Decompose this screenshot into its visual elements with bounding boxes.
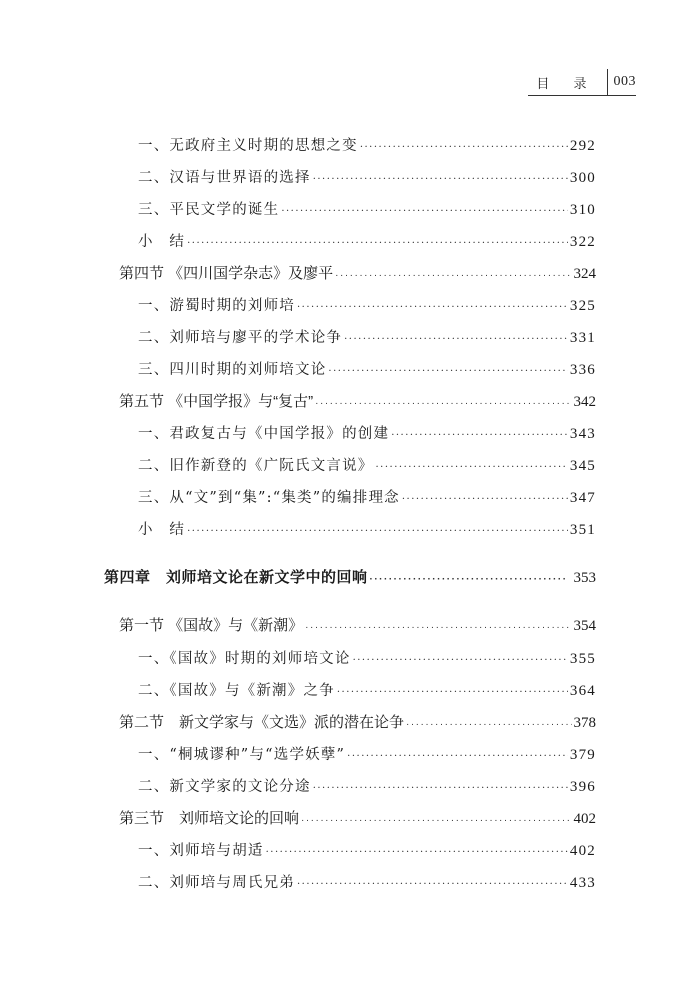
leader-dots bbox=[337, 687, 568, 698]
leader-dots bbox=[297, 879, 568, 890]
toc-entry-page: 354 bbox=[573, 618, 596, 634]
toc-entry-page: 378 bbox=[573, 715, 596, 731]
toc-entry[interactable] bbox=[138, 422, 596, 443]
toc-entry-page: 331 bbox=[569, 330, 596, 346]
header-rule bbox=[528, 95, 636, 96]
leader-dots bbox=[297, 302, 568, 313]
leader-dots bbox=[391, 430, 568, 441]
toc-entry-page: 300 bbox=[569, 170, 596, 186]
toc-entry-page: 336 bbox=[569, 362, 596, 378]
running-header bbox=[536, 68, 636, 96]
toc-entry-page: 433 bbox=[569, 875, 596, 891]
toc-entry-label: 第四章 刘师培文论在新文学中的回响 bbox=[104, 569, 368, 586]
toc-entry-label: 二、刘师培与周氏兄弟 bbox=[138, 875, 295, 891]
toc-entry-label: 一、游蜀时期的刘师培 bbox=[138, 298, 295, 314]
leader-dots bbox=[353, 655, 568, 666]
toc-entry-page: 364 bbox=[569, 683, 596, 699]
toc-entry-label: 一、君政复古与《中国学报》的创建 bbox=[138, 426, 390, 442]
toc-entry[interactable] bbox=[138, 166, 596, 187]
leader-dots bbox=[347, 751, 568, 762]
toc-entry-page: 325 bbox=[569, 298, 596, 314]
toc-entry[interactable] bbox=[138, 326, 596, 347]
toc-entry-page: 343 bbox=[569, 426, 596, 442]
toc-entry-label: 小 结 bbox=[138, 522, 186, 538]
toc-entry-label: 三、四川时期的刘师培文论 bbox=[138, 362, 327, 378]
toc-entry-label: 第四节 《四川国学杂志》及廖平 bbox=[119, 265, 334, 282]
leader-dots bbox=[187, 526, 568, 537]
leader-dots bbox=[313, 174, 568, 185]
toc-entry-label: 第二节 新文学家与《文选》派的潜在论争 bbox=[119, 714, 405, 731]
toc-entry-label: 第三节 刘师培文论的回响 bbox=[119, 810, 300, 827]
leader-dots bbox=[335, 270, 571, 281]
leader-dots bbox=[376, 462, 568, 473]
toc-entry-label: 二、新文学家的文论分途 bbox=[138, 779, 311, 795]
toc-entry-label: 三、平民文学的诞生 bbox=[138, 202, 280, 218]
leader-dots bbox=[344, 334, 568, 345]
toc-entry-label: 小 结 bbox=[138, 234, 186, 250]
toc-entry-label: 二、旧作新登的《广阮氏文言说》 bbox=[138, 458, 374, 474]
toc-entry-page: 379 bbox=[569, 747, 596, 763]
toc-entry[interactable] bbox=[138, 871, 596, 892]
leader-dots bbox=[360, 142, 568, 153]
header-page-number: 003 bbox=[613, 74, 636, 89]
toc-entry-page: 402 bbox=[573, 811, 596, 827]
leader-dots bbox=[301, 815, 571, 826]
toc-entry[interactable] bbox=[138, 839, 596, 860]
toc-entry-page: 345 bbox=[569, 458, 596, 474]
header-title: 目 录 bbox=[536, 76, 597, 92]
toc-entry-page: 396 bbox=[569, 779, 596, 795]
toc-entry-label: 二、刘师培与廖平的学术论争 bbox=[138, 330, 343, 346]
leader-dots bbox=[305, 622, 571, 633]
leader-dots bbox=[266, 847, 568, 858]
toc-entry-page: 324 bbox=[573, 266, 596, 282]
leader-dots bbox=[187, 238, 568, 249]
toc-entry-label: 二、汉语与世界语的选择 bbox=[138, 170, 311, 186]
toc-entry[interactable] bbox=[138, 679, 596, 700]
toc-entry-page: 355 bbox=[569, 651, 596, 667]
toc-entry-label: 一、“桐城谬种”与“选学妖孽” bbox=[138, 747, 346, 763]
toc-entry-label: 一、无政府主义时期的思想之变 bbox=[138, 138, 358, 154]
toc-entry-page: 347 bbox=[569, 490, 596, 506]
toc-entry[interactable] bbox=[138, 134, 596, 155]
leader-dots bbox=[313, 783, 568, 794]
toc-chapter[interactable] bbox=[104, 566, 596, 587]
toc-entry-page: 402 bbox=[569, 843, 596, 859]
toc-entry[interactable] bbox=[138, 518, 596, 539]
toc-section[interactable] bbox=[119, 614, 596, 635]
leader-dots bbox=[328, 366, 567, 377]
leader-dots bbox=[402, 494, 568, 505]
toc-entry-label: 第一节 《国故》与《新潮》 bbox=[119, 617, 304, 634]
toc-entry-label: 二、《国故》与《新潮》之争 bbox=[138, 683, 335, 699]
toc-entry[interactable] bbox=[138, 294, 596, 315]
toc-entry-page: 310 bbox=[569, 202, 596, 218]
toc-section[interactable] bbox=[119, 807, 596, 828]
leader-dots bbox=[406, 719, 571, 730]
toc-entry[interactable] bbox=[138, 775, 596, 796]
toc-section[interactable] bbox=[119, 262, 596, 283]
toc-entry[interactable] bbox=[138, 486, 596, 507]
toc-entry-page: 292 bbox=[569, 138, 596, 154]
toc-entry-page: 353 bbox=[573, 570, 596, 586]
leader-dots bbox=[281, 206, 568, 217]
toc-entry-label: 一、《国故》时期的刘师培文论 bbox=[138, 651, 351, 667]
leader-dots bbox=[315, 398, 571, 409]
toc-entry-page: 322 bbox=[569, 234, 596, 250]
toc-entry[interactable] bbox=[138, 230, 596, 251]
toc-section[interactable] bbox=[119, 711, 596, 732]
toc-entry[interactable] bbox=[138, 454, 596, 475]
leader-dots bbox=[370, 574, 566, 585]
toc-entry[interactable] bbox=[138, 743, 596, 764]
toc-entry-page: 351 bbox=[569, 522, 596, 538]
toc-entry[interactable] bbox=[138, 358, 596, 379]
toc-entry[interactable] bbox=[138, 198, 596, 219]
toc-entry-label: 三、从“文”到“集”:“集类”的编排理念 bbox=[138, 490, 400, 506]
toc-section[interactable] bbox=[119, 390, 596, 411]
toc-entry-label: 一、刘师培与胡适 bbox=[138, 843, 264, 859]
toc-entry-label: 第五节 《中国学报》与“复古” bbox=[119, 393, 314, 410]
toc-entry-page: 342 bbox=[573, 394, 596, 410]
toc-entry[interactable] bbox=[138, 647, 596, 668]
header-divider bbox=[607, 69, 608, 95]
